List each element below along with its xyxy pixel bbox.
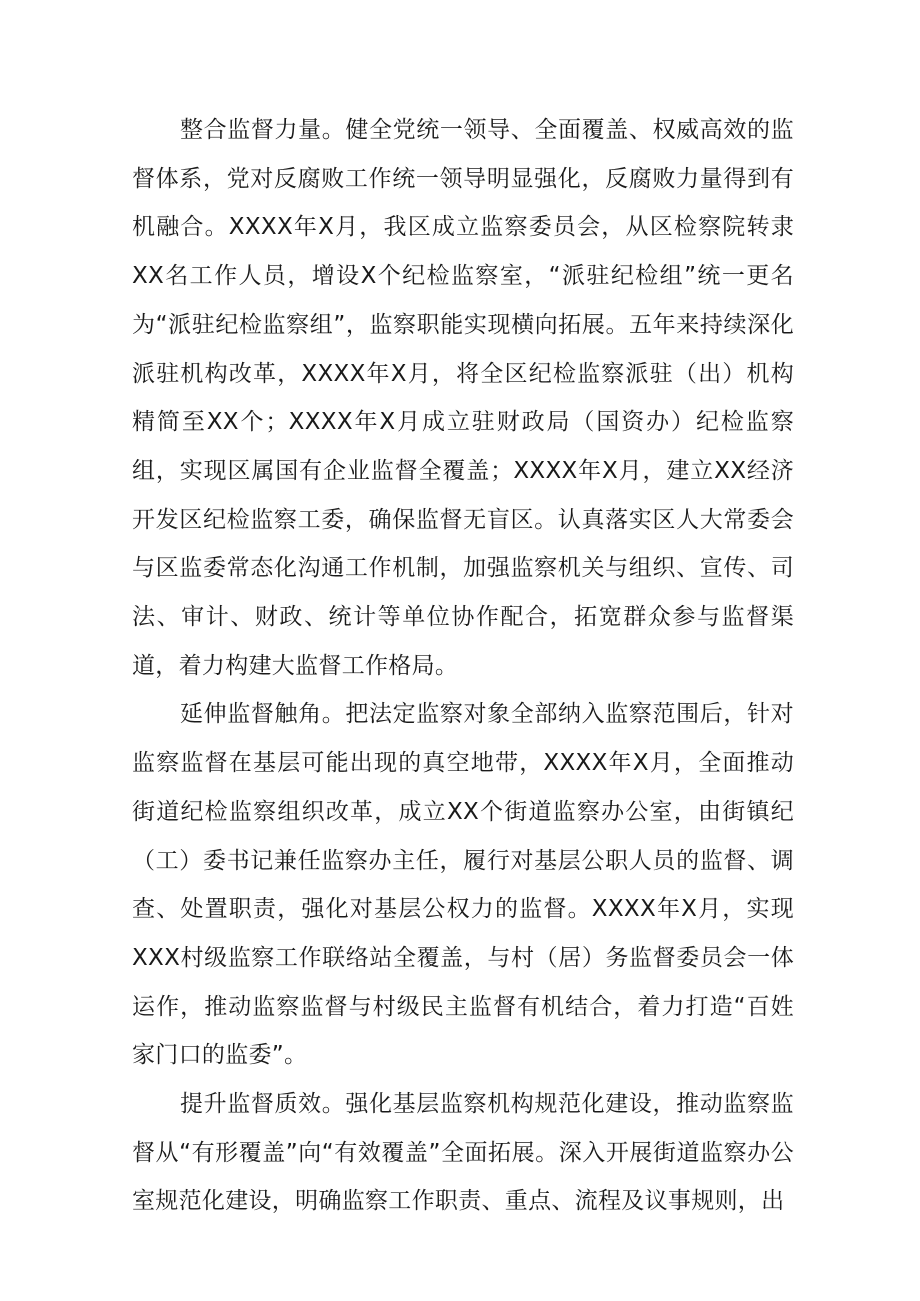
document-body: [132, 106, 794, 1226]
paragraph-improve-supervision: 提升监督质效。强化基层监察机构规范化建设，推动监察监督从“有形覆盖”向“有效覆盖”全面拓展。深入开展街道监察办公室规范化建设，明确监察工作职责、重点、流程及议事规则，出: [132, 1091, 794, 1215]
paragraph-integrate-supervision: 整合监督力量。健全党统一领导、全面覆盖、权威高效的监督体系，党对反腐败工作统一领导明显强化，反腐败力量得到有机融合。XXXX年X月，我区成立监察委员会，从区检察院转隶XX名工作人员，增设X个纪检监察室，“派驻纪检组”统一更名为“派驻纪检监察组”，监察职能实现横向拓展。五年来持续深化派驻机构改革，XXXX年X月，将全区纪检监察派驻（出）机构精简至XX个；XXXX年X月成立驻财政局（国资办）纪检监察组，实现区属国有企业监督全覆盖；XXXX年X月，建立XX经济开发区纪检监察工委，确保监督无盲区。认真落实区人大常委会与区监委常态化沟通工作机制，加强监察机关与组织、宣传、司法、审计、财政、统计等单位协作配合，拓宽群众参与监督渠道，着力构建大监督工作格局。: [132, 117, 794, 679]
paragraph-extend-supervision: 延伸监督触角。把法定监察对象全部纳入监察范围后，针对监察监督在基层可能出现的真空地带，XXXX年X月，全面推动街道纪检监察组织改革，成立XX个街道监察办公室，由街镇纪（工）委书记兼任监察办主任，履行对基层公职人员的监督、调查、处置职责，强化对基层公权力的监督。XXXX年X月，实现XXX村级监察工作联络站全覆盖，与村（居）务监督委员会一体运作，推动监察监督与村级民主监督有机结合，着力打造“百姓家门口的监委”。: [132, 701, 794, 1069]
